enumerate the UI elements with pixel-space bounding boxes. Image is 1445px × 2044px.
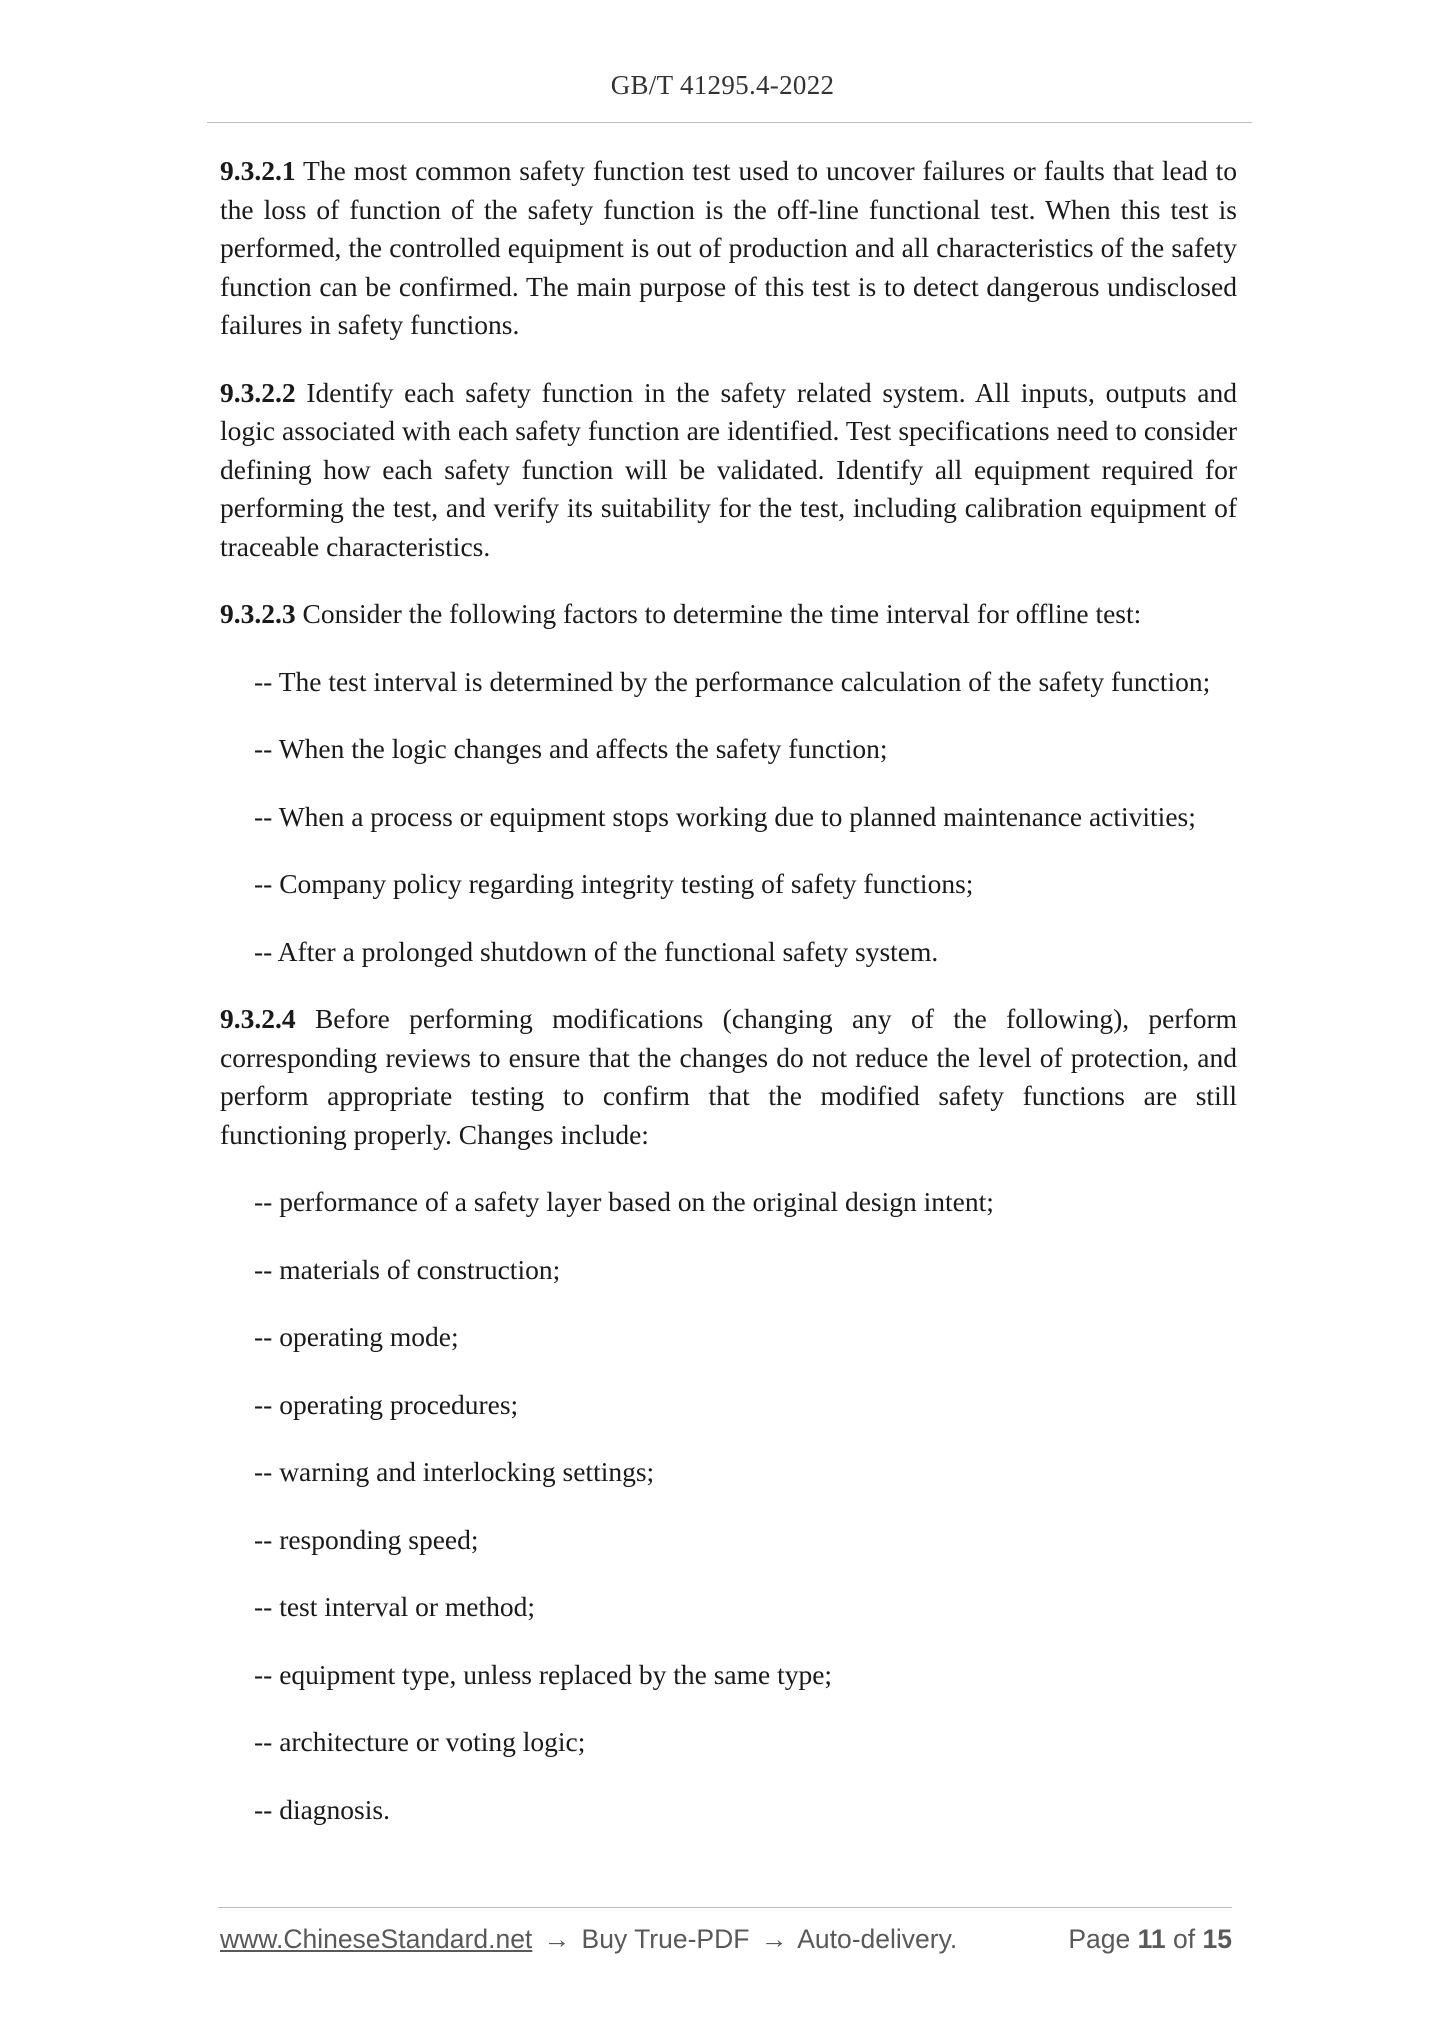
page-indicator [1068, 1924, 1232, 1955]
list-item: -- The test interval is determined by the performance calculation of the safety function; [254, 665, 1211, 697]
page-footer [220, 1924, 1232, 1964]
footer-promo [220, 1924, 957, 1955]
list-item: -- Company policy regarding integrity testing of safety functions; [254, 868, 974, 899]
list-item: -- diagnosis. [254, 1793, 390, 1825]
list-item: -- After a prolonged shutdown of the functional safety system. [254, 935, 939, 967]
list-item: -- test interval or method; [254, 1591, 536, 1622]
list-item: -- responding speed; [254, 1523, 479, 1555]
clause-9-3-2-1 [220, 152, 1237, 345]
list-item: -- warning and interlocking settings; [254, 1456, 655, 1487]
clause-text: Consider the following factors to determine the time interval for offline test: [302, 598, 1142, 629]
clause-9-3-2-4 [220, 1000, 1237, 1154]
clause-number: 9.3.2.1 [220, 155, 296, 186]
list-item: -- materials of construction; [254, 1253, 561, 1285]
list-item: -- When a process or equipment stops working due to planned maintenance activities; [254, 800, 1196, 832]
clause-text: Identify each safety function in the safety related system. All inputs, outputs and logic associated with each safety function are identified. Test specifications need to consider defining how each safety function will be validated. Identify all equipment required for performing the test, and verify its suitability for the test, including calibration equipment of traceable characteristics. [220, 376, 1237, 562]
clause-number: 9.3.2.3 [220, 598, 296, 629]
header-divider [207, 122, 1252, 123]
list-item: -- architecture or voting logic; [254, 1726, 586, 1757]
clause-9-3-2-3 [220, 595, 1237, 634]
arrow-right-icon: → [760, 1924, 788, 1954]
clause-number: 9.3.2.2 [220, 376, 296, 408]
page-total: 15 [1202, 1924, 1232, 1954]
list-item: -- When the logic changes and affects the safety function; [254, 733, 888, 764]
of-label: of [1173, 1924, 1196, 1954]
document-body [220, 152, 1237, 1858]
list-item: -- equipment type, unless replaced by the same type; [254, 1658, 833, 1690]
changes-list [220, 1183, 1237, 1829]
footer-divider [218, 1907, 1232, 1908]
list-item: -- operating mode; [254, 1321, 459, 1352]
arrow-right-icon: → [543, 1924, 571, 1954]
clause-text: The most common safety function test used to uncover failures or faults that lead to the loss of function of the safety function is the off-line functional test. When this test is performed, the controlled equipment is out of production and all characteristics of the safety function can be confirmed. The main purpose of this test is to detect dangerous undisclosed failures in safety functions. [220, 155, 1237, 340]
clause-9-3-2-2 [220, 374, 1237, 567]
clause-text: Before performing modifications (changing any of the following), perform corresponding reviews to ensure that the changes do not reduce the level of protection, and perform appropriate testing to confirm that the modified safety functions are still functioning properly. Changes include: [220, 1003, 1237, 1150]
website-link[interactable]: www.ChineseStandard.net [220, 1924, 533, 1954]
list-item: -- operating procedures; [254, 1388, 519, 1420]
buy-pdf-text: Buy True-PDF [581, 1924, 750, 1954]
list-item: -- performance of a safety layer based on the original design intent; [254, 1186, 994, 1217]
delivery-text: Auto-delivery. [797, 1924, 958, 1954]
offline-test-factors-list [220, 663, 1237, 972]
clause-number: 9.3.2.4 [220, 1003, 296, 1034]
document-id-header: GB/T 41295.4-2022 [610, 70, 835, 100]
page-current: 11 [1137, 1924, 1166, 1954]
page-label: Page [1068, 1924, 1131, 1954]
